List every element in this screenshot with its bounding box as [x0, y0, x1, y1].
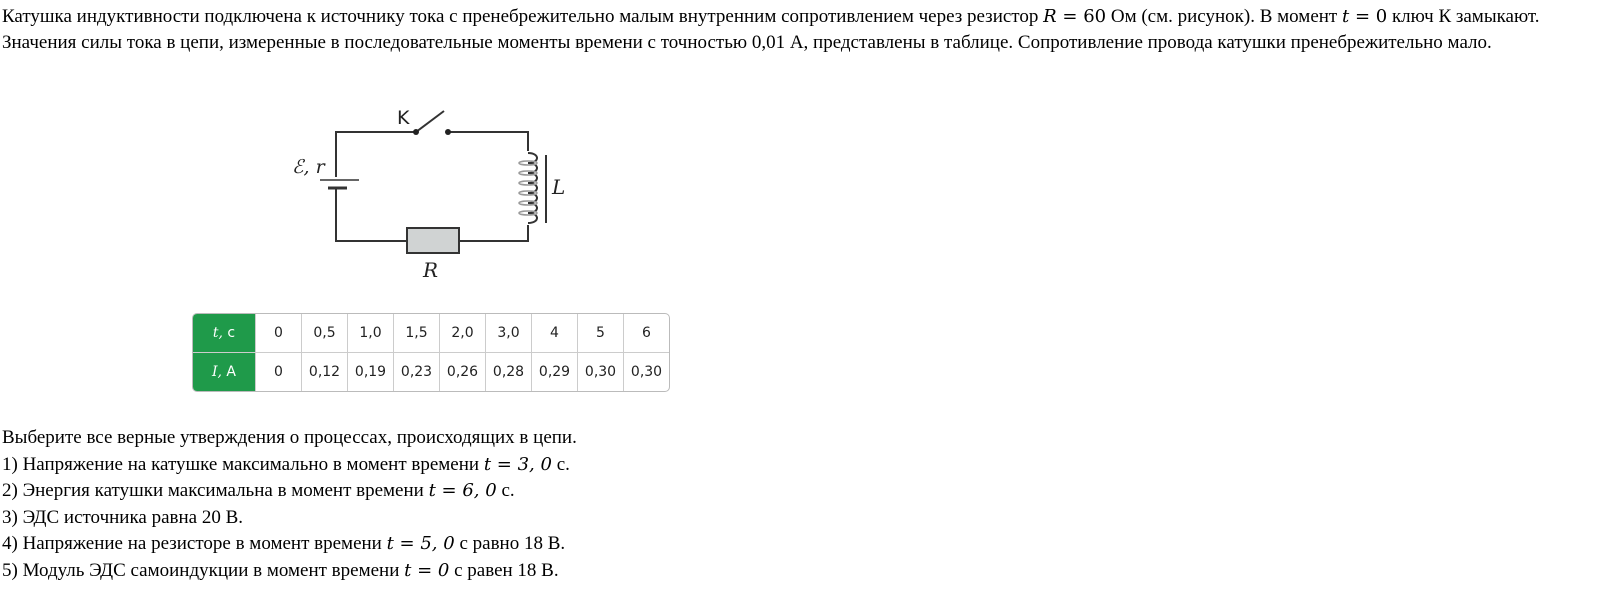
- cell: 0,5: [302, 314, 348, 353]
- text: 2) Энергия катушки максимальна в момент времени: [2, 480, 429, 501]
- option-2[interactable]: [2, 478, 577, 505]
- text: с.: [496, 480, 515, 501]
- cell: 0,29: [532, 353, 578, 391]
- table-row-time: [193, 314, 669, 353]
- text: 1) Напряжение на катушке максимально в момент времени: [2, 453, 484, 475]
- question-prompt: Выберите все верные утверждения о процессах, происходящих в цепи.: [2, 427, 577, 448]
- cell: 1,5: [394, 314, 440, 353]
- problem-statement: [2, 4, 1597, 56]
- text: с равен 18 В.: [449, 559, 559, 581]
- wire: [336, 189, 407, 241]
- math-R-value: 60: [1083, 6, 1107, 27]
- var: t,: [212, 325, 223, 341]
- cell: 0: [256, 353, 302, 391]
- text: с.: [551, 453, 570, 475]
- source-label: ℰ, r: [292, 156, 325, 178]
- text: 4) Напряжение на резисторе в момент времени: [2, 533, 387, 554]
- wire: [459, 225, 528, 241]
- cell: 0,30: [630, 364, 663, 380]
- cell: 0,12: [302, 353, 348, 391]
- option-3[interactable]: [2, 505, 577, 532]
- circuit-diagram: [280, 95, 580, 290]
- text: Катушка индуктивности подключена к источнику тока с пренебрежительно малым внутренним сопротивлением через резистор: [2, 6, 1044, 27]
- option-1[interactable]: [2, 452, 577, 479]
- text: Ом (см. рисунок). В момент: [1106, 6, 1342, 27]
- current-table: [192, 313, 670, 392]
- option-5[interactable]: [2, 558, 577, 585]
- cell: 0,30: [578, 353, 624, 391]
- text: 3) ЭДС источника равна 20 В.: [2, 506, 244, 528]
- math: t = 0: [404, 559, 450, 581]
- option-4[interactable]: [2, 531, 577, 558]
- cell: 3,0: [486, 314, 532, 353]
- cell: 4: [532, 314, 578, 353]
- unit: А: [221, 364, 236, 380]
- cell: 2,0: [440, 314, 486, 353]
- switch-label: K: [397, 107, 410, 129]
- unit: с: [222, 325, 236, 341]
- question: [2, 425, 577, 584]
- switch-contact: [413, 129, 419, 135]
- wire: [336, 132, 416, 177]
- math-eq: =: [1349, 6, 1376, 27]
- cell: 1,0: [348, 314, 394, 353]
- cell: 0,19: [348, 353, 394, 391]
- cell: 0,28: [486, 353, 532, 391]
- math-eq: =: [1056, 6, 1084, 27]
- cell: 5: [578, 314, 624, 353]
- inductor-loops: [519, 161, 537, 215]
- math: t = 3, 0: [483, 453, 552, 475]
- cell: 6: [624, 314, 669, 353]
- math: t = 6, 0: [428, 480, 497, 501]
- resistor: [407, 228, 459, 253]
- table-row-current: [193, 353, 669, 391]
- cell: 0: [256, 314, 302, 353]
- math-t: t: [1341, 6, 1350, 27]
- header-time: [193, 314, 256, 353]
- math-R: R: [1043, 6, 1057, 27]
- cell: 0,23: [394, 353, 440, 391]
- text: с равно 18 В.: [454, 533, 566, 554]
- switch-contact: [445, 129, 451, 135]
- math-t-value: 0: [1375, 6, 1388, 27]
- wire: [448, 132, 528, 151]
- math: t = 5, 0: [386, 533, 455, 554]
- header-current: [193, 353, 256, 391]
- inductor-label: L: [552, 175, 566, 199]
- var: I,: [211, 364, 222, 380]
- text: 5) Модуль ЭДС самоиндукции в момент времени: [2, 559, 405, 581]
- resistor-label: R: [423, 258, 439, 282]
- text: ключ К замыкают. Значения силы тока в цепи, измеренные в последовательные моменты времени с точностью 0,01 А, представлены в таблице. Сопротивление провода катушки пренебрежительно мало.: [2, 6, 1540, 53]
- cell: 0,26: [440, 353, 486, 391]
- switch-blade: [416, 111, 444, 132]
